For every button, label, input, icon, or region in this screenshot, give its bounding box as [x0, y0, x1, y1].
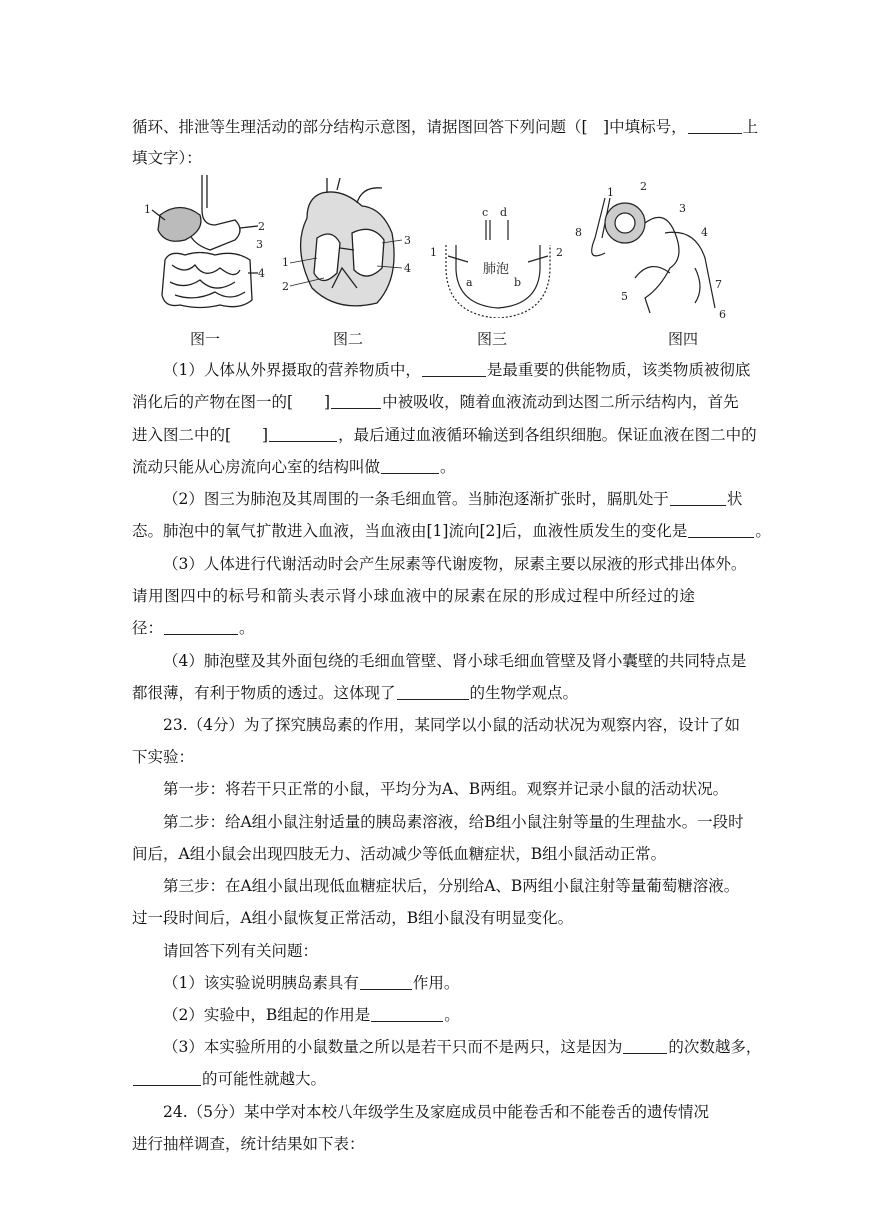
q23-line-1: 23.（4分）为了探究胰岛素的作用，某同学以小鼠的活动状况为观察内容，设计了如	[163, 716, 741, 734]
fig3-label-c: c	[482, 206, 489, 219]
fig2-label-1: 1	[282, 256, 289, 269]
q23-answer-3: （3）本实验所用的小鼠数量之所以是若干只而不是两只，这是因为 的次数越多，	[163, 1038, 762, 1056]
q24-line-2: 进行抽样调查，统计结果如下表：	[132, 1135, 365, 1153]
figure-1-caption: 图一	[190, 330, 221, 348]
figure-1-digestive-system	[140, 170, 275, 320]
q22-p1-line-1: （1）人体从外界摄取的营养物质中， 是最重要的供能物质，该类物质被彻底	[163, 361, 751, 379]
q23-step-1: 第一步：将若干只正常的小鼠，平均分为A、B两组。观察并记录小鼠的活动状况。	[163, 780, 729, 798]
fig4-label-3: 3	[679, 202, 686, 215]
q22-p4-line-1: （4）肺泡壁及其外面包绕的毛细血管壁、肾小球毛细血管壁及肾小囊壁的共同特点是	[163, 652, 747, 670]
answer-blank[interactable]	[269, 427, 337, 442]
answer-blank[interactable]	[422, 362, 486, 377]
answer-blank[interactable]	[164, 620, 238, 635]
fig4-label-1: 1	[607, 186, 614, 199]
fig3-label-a: a	[466, 276, 473, 289]
answer-blank[interactable]	[360, 975, 412, 990]
q23-ask: 请回答下列有关问题：	[163, 942, 319, 960]
fig4-label-2: 2	[640, 180, 647, 193]
answer-blank[interactable]	[688, 523, 754, 538]
fig4-label-6: 6	[719, 308, 726, 321]
figure-4-caption: 图四	[668, 330, 699, 348]
q22-p2-line-2: 态。肺泡中的氧气扩散进入血液，当血液由[1]流向[2]后，血液性质发生的变化是 。	[132, 522, 771, 540]
q23-step-2-a: 第二步：给A组小鼠注射适量的胰岛素溶液，给B组小鼠注射等量的生理盐水。一段时	[163, 813, 744, 831]
fig4-label-7: 7	[715, 278, 722, 291]
q23-step-3-b: 过一段时间后，A组小鼠恢复正常活动，B组小鼠没有明显变化。	[132, 909, 574, 927]
intro-line-2: 填文字）：	[132, 149, 202, 167]
q23-step-2-b: 间后，A组小鼠会出现四肢无力、活动减少等低血糖症状，B组小鼠活动正常。	[132, 845, 667, 863]
fig1-label-1: 1	[144, 203, 151, 216]
q22-p3-line-2: 请用图四中的标号和箭头表示肾小球血液中的尿素在尿的形成过程中所经过的途	[132, 587, 696, 605]
answer-blank[interactable]	[381, 459, 439, 474]
fig4-label-5: 5	[621, 290, 628, 303]
figure-4-nephron	[575, 178, 735, 323]
q22-p1-line-3: 进入图二中的[ ] ，最后通过血液循环输送到各组织细胞。保证血液在图二中的	[132, 426, 757, 444]
fig3-label-alveolus: 肺泡	[483, 262, 510, 277]
figure-2-heart	[282, 178, 417, 318]
q23-answer-1: （1）该实验说明胰岛素具有 作用。	[163, 974, 460, 992]
q22-p4-line-2: 都很薄，有利于物质的透过。这体现了 的生物学观点。	[132, 684, 579, 702]
figure-3-alveolus	[428, 200, 568, 318]
answer-blank[interactable]	[397, 685, 469, 700]
q22-p2-line-1: （2）图三为肺泡及其周围的一条毛细血管。当肺泡逐渐扩张时，膈肌处于 状	[163, 490, 743, 508]
q22-p3-line-3: 径： 。	[132, 619, 255, 637]
answer-blank[interactable]	[331, 394, 381, 409]
fig2-label-2: 2	[282, 280, 289, 293]
fig3-label-1: 1	[430, 246, 437, 259]
q24-line-1: 24.（5分）某中学对本校八年级学生及家庭成员中能卷舌和不能卷舌的遗传情况	[163, 1103, 710, 1121]
fig4-label-8: 8	[575, 226, 582, 239]
answer-blank[interactable]	[670, 491, 726, 506]
fig3-label-b: b	[514, 276, 522, 289]
fig3-label-2: 2	[556, 246, 563, 259]
intro-line-1: 循环、排泄等生理活动的部分结构示意图，请据图回答下列问题（[ ]中填标号， 上	[132, 118, 759, 136]
fig1-label-3: 3	[256, 238, 263, 251]
fig4-label-4: 4	[701, 226, 708, 239]
fig1-label-2: 2	[258, 220, 265, 233]
fig2-label-4: 4	[404, 262, 411, 275]
answer-blank[interactable]	[133, 1071, 201, 1086]
figure-3-caption: 图三	[477, 330, 508, 348]
answer-blank[interactable]	[371, 1007, 443, 1022]
fig3-label-d: d	[500, 206, 508, 219]
answer-blank[interactable]	[688, 119, 742, 134]
fig1-label-4: 4	[258, 267, 265, 280]
q23-answer-2: （2）实验中，B组起的作用是 。	[163, 1006, 460, 1024]
q23-step-3-a: 第三步：在A组小鼠出现低血糖症状后，分别给A、B两组小鼠注射等量葡萄糖溶液。	[163, 877, 740, 895]
q22-p1-line-4: 流动只能从心房流向心室的结构叫做 。	[132, 458, 456, 476]
q23-answer-3-cont: 的可能性就越大。	[132, 1069, 326, 1089]
answer-blank[interactable]	[623, 1039, 667, 1054]
fig2-label-3: 3	[404, 234, 411, 247]
q22-p3-line-1: （3）人体进行代谢活动时会产生尿素等代谢废物，尿素主要以尿液的形式排出体外。	[163, 555, 747, 573]
q23-line-2: 下实验：	[132, 748, 195, 766]
figure-2-caption: 图二	[333, 330, 364, 348]
q22-p1-line-2: 消化后的产物在图一的[ ] 中被吸收，随着血液流动到达图二所示结构内，首先	[132, 393, 739, 411]
